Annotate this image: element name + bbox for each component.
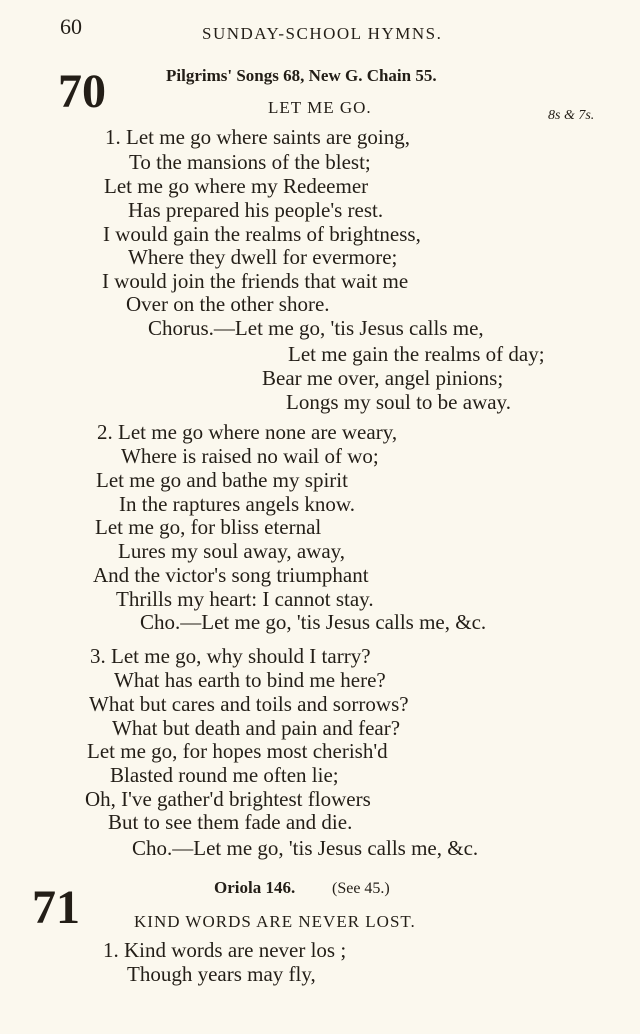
hymn-71-line-2: Though years may fly, (127, 962, 316, 986)
hymn-70-line-2: To the mansions of the blest; (129, 150, 371, 174)
hymn-70-line-20: Thrills my heart: I cannot stay. (116, 587, 374, 611)
hymn-71-see-reference: (See 45.) (332, 880, 390, 897)
hymn-71-line-1: 1. Kind words are never los ; (103, 938, 347, 962)
hymn-70-tune: Pilgrims' Songs 68, New G. Chain 55. (166, 66, 437, 85)
hymn-70-chorus-line-2: Let me gain the realms of day; (288, 342, 545, 366)
hymn-70-line-18: Lures my soul away, away, (118, 539, 346, 563)
page-number: 60 (60, 14, 82, 39)
hymn-number-70: 70 (58, 65, 106, 118)
hymn-70-line-28: Oh, I've gather'd brightest flowers (85, 787, 371, 811)
hymn-70-line-17: Let me go, for bliss eternal (95, 515, 322, 539)
hymn-70-chorus-line-3: Bear me over, angel pinions; (262, 366, 504, 390)
hymn-70-line-24: What but cares and toils and sorrows? (89, 692, 409, 716)
hymn-71-title: KIND WORDS ARE NEVER LOST. (134, 912, 416, 931)
hymn-70-line-25: What but death and pain and fear? (112, 716, 401, 740)
hymn-70-line-15: Let me go and bathe my spirit (96, 468, 348, 492)
hymn-70-line-7: I would join the friends that wait me (102, 269, 409, 293)
running-header: SUNDAY-SCHOOL HYMNS. (202, 24, 443, 43)
hymn-70-line-6: Where they dwell for evermore; (128, 245, 398, 269)
hymn-70-line-19: And the victor's song triumphant (93, 563, 369, 587)
hymn-number-71: 71 (32, 881, 80, 934)
hymn-70-line-29: But to see them fade and die. (108, 810, 353, 834)
hymn-70-meter: 8s & 7s. (548, 108, 595, 123)
hymn-70-line-26: Let me go, for hopes most cherish'd (87, 739, 388, 763)
hymn-70-line-1: 1. Let me go where saints are going, (105, 125, 410, 149)
hymn-70-chorus-line-4: Longs my soul to be away. (286, 390, 511, 414)
hymn-70-line-3: Let me go where my Redeemer (104, 174, 369, 198)
hymn-70-title: LET ME GO. (268, 98, 372, 117)
hymn-70-line-8: Over on the other shore. (126, 292, 330, 316)
hymn-70-line-5: I would gain the realms of brightness, (103, 222, 421, 246)
hymn-70-line-23: What has earth to bind me here? (114, 668, 386, 692)
hymn-70-line-22: 3. Let me go, why should I tarry? (90, 644, 371, 668)
hymn-70-line-27: Blasted round me often lie; (110, 763, 339, 787)
hymn-70-line-16: In the raptures angels know. (119, 492, 355, 516)
hymn-71-tune: Oriola 146. (214, 878, 296, 897)
hymn-70-line-13: 2. Let me go where none are weary, (97, 420, 398, 444)
hymn-70-chorus-line-1: Chorus.—Let me go, 'tis Jesus calls me, (148, 316, 484, 340)
hymn-70-cho-line-1: Cho.—Let me go, 'tis Jesus calls me, &c. (140, 610, 487, 634)
hymn-70-line-14: Where is raised no wail of wo; (121, 444, 379, 468)
hymn-70-cho-line-2: Cho.—Let me go, 'tis Jesus calls me, &c. (132, 836, 479, 860)
hymn-70-line-4: Has prepared his people's rest. (128, 198, 384, 222)
